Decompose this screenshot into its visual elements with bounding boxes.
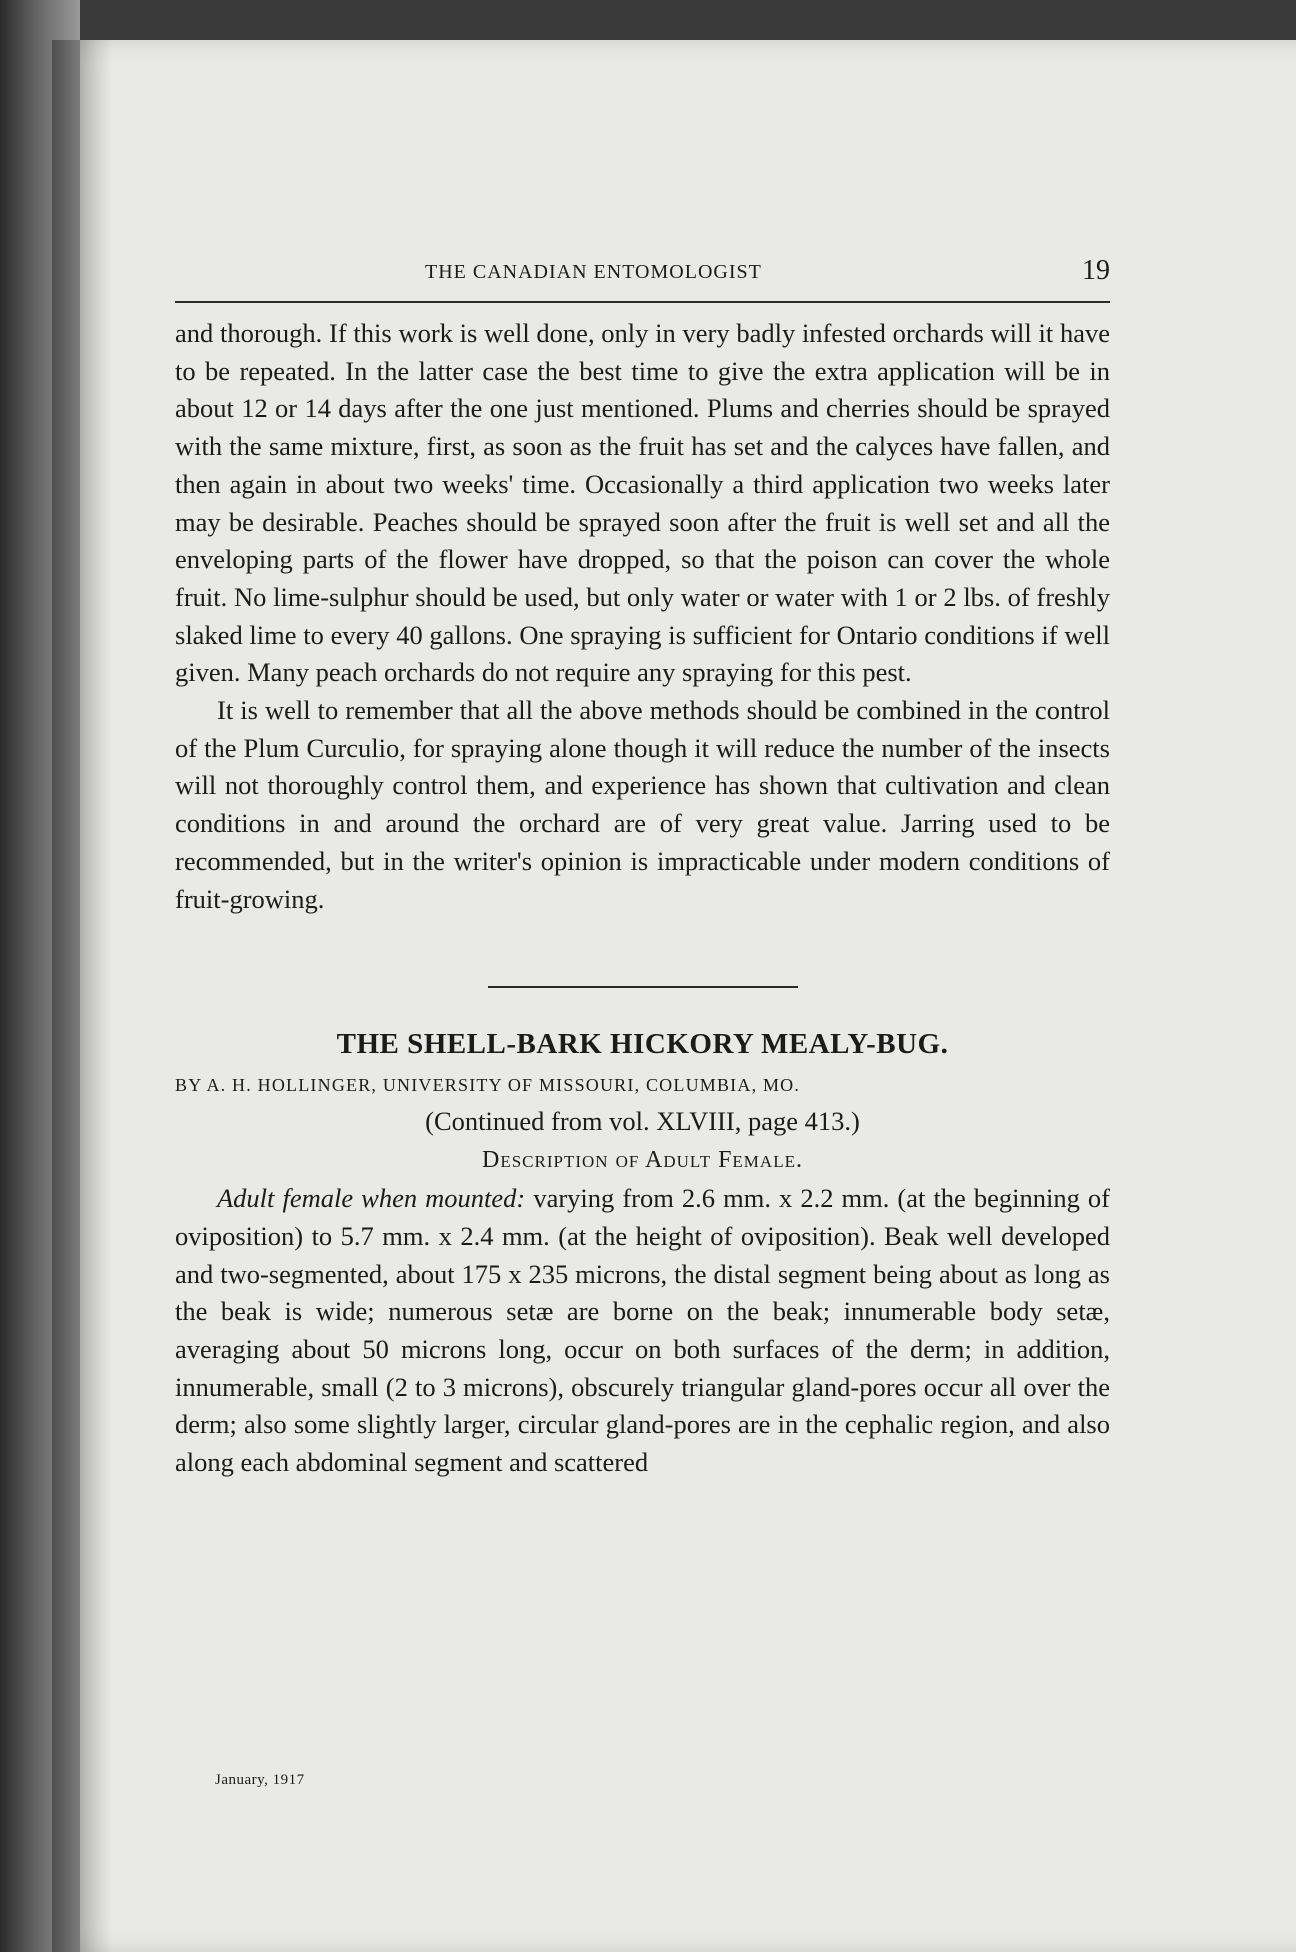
continued-note: (Continued from vol. XLVIII, page 413.) <box>425 1106 860 1137</box>
paragraph-adult-female <box>175 1180 1110 1482</box>
section-heading: Description of Adult Female. <box>482 1147 803 1174</box>
page-number: 19 <box>1082 255 1110 286</box>
running-head <box>175 255 1110 303</box>
lead-phrase: Adult female when mounted: <box>217 1183 526 1214</box>
article-byline: BY A. H. HOLLINGER, UNIVERSITY OF MISSOURI, COLUMBIA, MO. <box>175 1075 801 1096</box>
gutter-shadow <box>52 40 112 1952</box>
text-column <box>175 255 1110 1482</box>
description-text: varying from 2.6 mm. x 2.2 mm. (at the beginning of oviposition) to 5.7 mm. x 2.4 mm. (at the height of oviposition). Beak well developed and two-segmented, about 175 x 235 microns, the distal segment being about as long as the beak is wide; numerous setæ are borne on the beak; innumerable body setæ, averaging about 50 microns long, occur on both surfaces of the derm; in addition, innumerable, small (2 to 3 microns), obscurely triangular gland-pores occur all over the derm; also some slightly larger, circular gland-pores are in the cephalic region, and also along each abdominal segment and scattered <box>175 1183 1110 1478</box>
article-title: THE SHELL-BARK HICKORY MEALY-BUG. <box>336 1028 949 1061</box>
section-divider <box>488 986 798 988</box>
paragraph-summary: It is well to remember that all the above methods should be combined in the control of the Plum Curculio, for spraying alone though it will reduce the number of the insects will not thoroughly control them, and experience has shown that cultivation and clean conditions in and around the orchard are of very great value. Jarring used to be recommended, but in the writer's opinion is impracticable under modern conditions of fruit-growing. <box>175 695 1110 914</box>
journal-title: THE CANADIAN ENTOMOLOGIST <box>425 261 762 283</box>
issue-date: January, 1917 <box>215 1772 305 1788</box>
paragraph-continued: and thorough. If this work is well done, only in very badly infested orchards will it have to be repeated. In the latter case the best time to give the extra application will be in about 12 or 14 days after the one just mentioned. Plums and cherries should be sprayed with the same mixture, first, as soon as the fruit has set and the calyces have fallen, and then again in about two weeks' time. Occasionally a third application two weeks later may be desirable. Peaches should be sprayed soon after the fruit is well set and all the enveloping parts of the flower have dropped, so that the poison can cover the whole fruit. No lime-sulphur should be used, but only water or water with 1 or 2 lbs. of freshly slaked lime to every 40 gallons. One spraying is sufficient for Ontario conditions if well given. Many peach orchards do not require any spraying for this pest. <box>175 318 1110 688</box>
